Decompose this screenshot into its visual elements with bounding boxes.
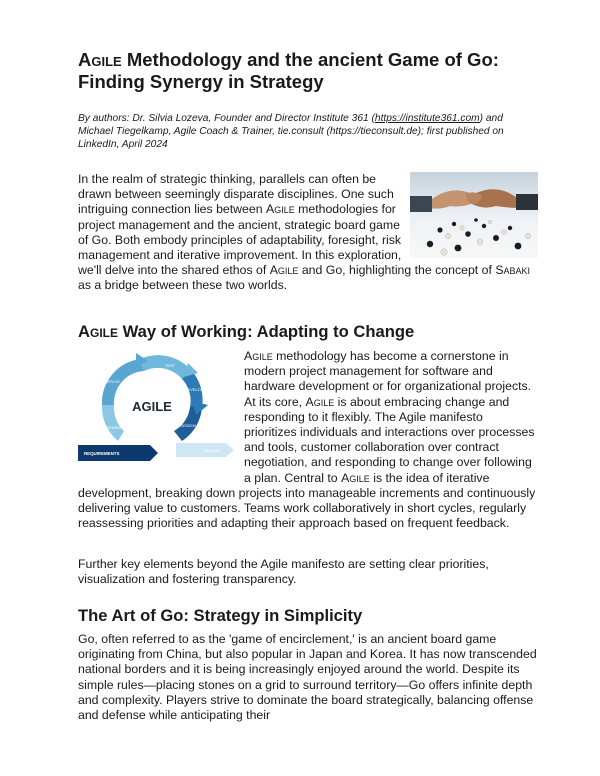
intro-agile-1: Agile <box>266 202 295 217</box>
further-elements-paragraph: Further key elements beyond the Agile manifesto are setting clear priorities, visualization and fostering transparency. <box>78 557 489 587</box>
agile-p-text-1: methodology has become a cornerstone in modern project management for software and hardware development or for organizational projects. At its core, <box>244 349 532 409</box>
diagram-center-label: AGILE <box>132 399 172 414</box>
agile-section-heading <box>78 322 414 342</box>
agile-section <box>78 349 538 531</box>
intro-section <box>78 172 538 294</box>
intro-sabaki: Sabaki <box>495 263 531 278</box>
go-section-heading: The Art of Go: Strategy in Simplicity <box>78 606 363 625</box>
intro-agile-2: Agile <box>269 263 299 278</box>
diagram-label-design: DESIGN <box>180 423 196 428</box>
intro-text-1: In the realm of strategic thinking, parallels can often be drawn between seemingly disparate disciplines. One such intriguing connection lies between <box>78 172 394 217</box>
agile-heading-rest: Way of Working: Adapting to Change <box>118 322 415 341</box>
diagram-label-develop: DEVELOP <box>184 387 204 392</box>
diagram-label-requirements: REQUIREMENTS <box>84 451 120 456</box>
diagram-label-launch: LAUNCH <box>203 448 221 453</box>
agile-p-text-2: is about embracing change and responding to it flexibly. The Agile manifesto prioritizes individuals and interactions over processes and tools, customer collaboration over contract negotiation, and responding to change over following a plan. Central to <box>244 394 535 485</box>
document-title <box>78 49 538 93</box>
title-line2: Finding Synergy in Strategy <box>78 71 324 92</box>
agile-p-text-3: is the idea of iterative development, breaking down projects into manageable increments and continuously delivering value to customers. Teams work collaboratively in short cycles, regularly reassessing priorities and adapting their approach based on frequent feedback. <box>78 470 536 531</box>
title-agile-smallcaps: Agile <box>78 49 122 70</box>
agile-p-smallcaps-2: Agile <box>305 394 335 409</box>
author-byline <box>78 112 528 152</box>
go-paragraph: Go, often referred to as the 'game of encirclement,' is an ancient board game originating from China, but also popular in Japan and Korea. It has now transcended national borders and it is being increasingly enjoyed around the world. Despite its simple rules—placing stones on a grid to surround territory—Go offers infinite depth and complexity. Players strive to dominate the board strategically, balancing offense and defense while anticipating their <box>78 632 537 723</box>
intro-text-4: as a bridge between these two worlds. <box>78 278 288 293</box>
agile-p-smallcaps-1: Agile <box>244 349 273 363</box>
agile-heading-smallcaps: Agile <box>78 322 118 341</box>
diagram-label-deploy: DEPLOY <box>103 379 121 384</box>
diagram-label-review: REVIEW <box>106 425 122 430</box>
title-line1-rest: Methodology and the ancient Game of Go: <box>121 49 499 70</box>
agile-cycle-diagram <box>78 349 238 467</box>
byline-after-link: ) and Michael Tiegelkamp, Agile Coach & Trainer, tie.consult (https://tieconsult.de); first published on LinkedIn, April 2024 <box>78 113 504 151</box>
institute-link[interactable]: https://institute361.com <box>374 113 480 124</box>
intro-text-3: and Go, highlighting the concept of <box>298 263 496 278</box>
intro-text-2: methodologies for project management and the ancient, strategic board game of Go. Both embody principles of adaptability, foresight, risk management and iterative improvement. In this exploration, we'll delve into the shared ethos of <box>78 202 402 278</box>
agile-p-smallcaps-3: Agile <box>341 470 370 485</box>
diagram-label-test: TEST <box>164 363 176 368</box>
handshake-go-board-photo <box>410 172 538 258</box>
byline-before-link: By authors: Dr. Silvia Lozeva, Founder and Director Institute 361 ( <box>78 113 375 124</box>
